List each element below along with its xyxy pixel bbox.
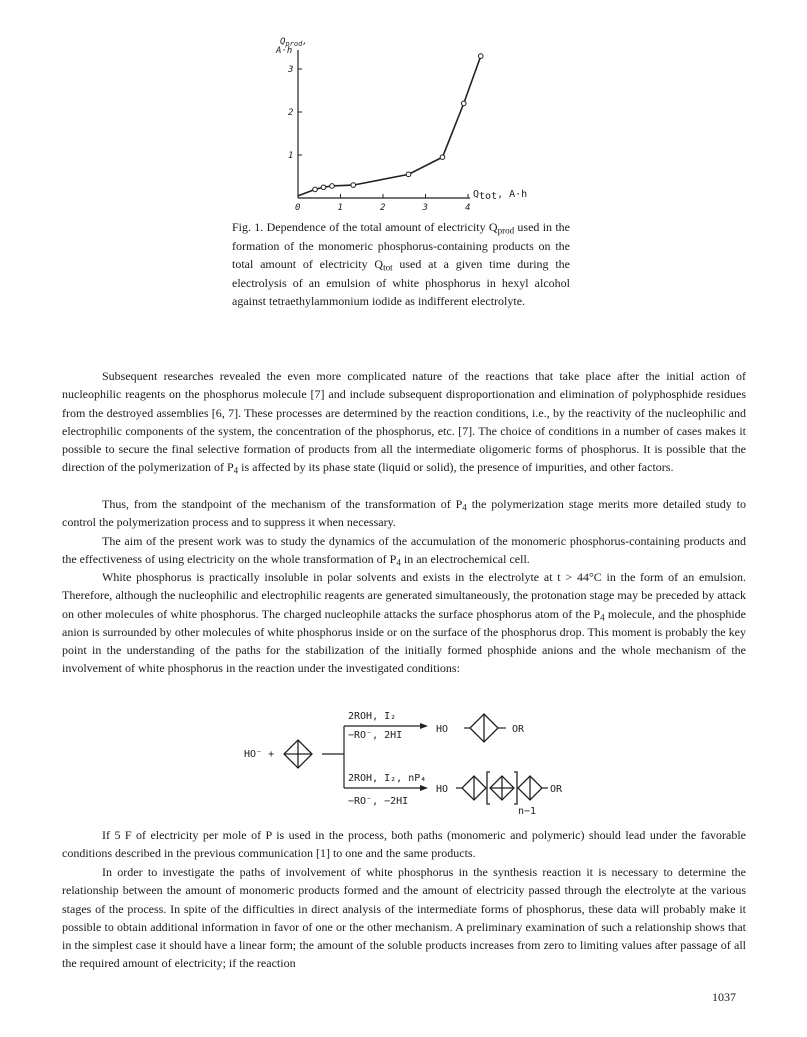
- y-tick-label: 1: [288, 151, 294, 161]
- paragraph-6: In order to investigate the paths of involvement of white phosphorus in the synthesis reaction it is necessary to determine the relationship between the amount of monomeric products formed and the amount of electricity passed through the electrolyte at the various stages of the process. In spite of the difficulties in direct analysis of the intermediate forms of phosphorus, these data will probably make it possible to obtain additional information in favor of one or the other mechanism. A preliminary examination of such a relationship shows that in the simplest case it should have a linear form; the amount of the soluble products increases from zero to limiting values after passage of all the required amount of electricity; if the reaction: [62, 865, 746, 971]
- lower-product-polymer-icon: [456, 772, 548, 804]
- caption-text-1: Dependence of the total amount of electricity Q: [266, 220, 498, 234]
- x-tick-label: 0: [295, 203, 301, 213]
- upper-byproducts: −RO⁻, 2HI: [348, 730, 403, 741]
- x-tick-label: 2: [380, 203, 386, 213]
- paragraph-2: Thus, from the standpoint of the mechanism of the transformation of $P_4$ the polymerization stage merits more detailed study to control the polymerization process and to suppress it when necessary.: [62, 497, 746, 530]
- scheme-reactant: HO⁻ +: [244, 749, 275, 760]
- data-point: [351, 183, 356, 188]
- paragraph-1: Subsequent researches revealed the even more complicated nature of the reactions that take place after the initial action of nucleophilic reagents on the phosphorus molecule [7] and include subsequent disproportionation and elimination of polyphosphide residues from the destroyed assemblies [6, 7]. These processes are determined by the reaction conditions, i.e., by the reactivity of the nucleophilic and electrophilic components of the system, the concentration of the phosphorus, etc. [7]. The choice of conditions in a number of cases makes it possible to secure the final selective formation of products from all the intermediate oligomeric forms of phosphorus. It is possible that the direction of the polymerization of $P_4$ is affected by its phase state (liquid or solid), the presence of impurities, and other factors.: [62, 369, 746, 476]
- page-number: 1037: [712, 990, 736, 1004]
- lower-product-or: OR: [550, 784, 563, 795]
- lower-byproducts: −RO⁻, −2HI: [348, 796, 409, 807]
- caption-text-3: used at a given time during the electrolysis of an emulsion of white phosphorus in hexyl alcohol against tetraethylammonium iodide as indifferent electrolyte.: [232, 257, 570, 308]
- upper-reagents: 2ROH, I₂: [348, 711, 397, 722]
- p4-molecule-icon: [284, 740, 312, 768]
- data-point: [440, 155, 445, 160]
- data-point: [321, 185, 326, 190]
- data-point: [313, 187, 318, 192]
- y-tick-label: 3: [288, 65, 294, 75]
- paragraph-4: White phosphorus is practically insoluble in polar solvents and exists in the electrolyte at t > 44°C in the form of an emulsion. Therefore, although the nucleophilic and electrophilic reagents are generated simultaneously, the protonation stage may be preceded by attack on other molecules of white phosphorus. The charged nucleophile attacks the surface phosphorus atom of the $P_4$ molecule, and the phosphide anion is surrounded by other molecules of white phosphorus inside or on the surface of the phosphorus drop. This moment is probably the key point in the understanding of the paths for the stabilization of the initially formed phosphide anions and the whole mechanism of the involvement of white phosphorus in the reaction under the investigated conditions:: [62, 570, 746, 676]
- paragraph-3: The aim of the present work was to study the dynamics of the accumulation of the monomeric phosphorus-containing products and the effectiveness of using electricity on the whole transformation of $P_4$ in an electrochemical cell.: [62, 534, 746, 568]
- data-curve: [298, 56, 481, 196]
- lower-product-ho: HO: [436, 784, 449, 795]
- data-point: [478, 54, 483, 59]
- lower-subscript-n-1: n−1: [518, 806, 537, 817]
- upper-product-ring-icon: [464, 714, 506, 742]
- lower-reagents: 2ROH, I₂, nP₄: [348, 773, 427, 784]
- data-point: [406, 172, 411, 177]
- upper-product-ho: HO: [436, 724, 449, 735]
- data-point: [330, 184, 335, 189]
- data-point: [461, 101, 466, 106]
- figure-1-chart: [230, 20, 590, 220]
- y-axis-unit: A·h: [276, 46, 293, 56]
- caption-sub-prod: prod: [497, 225, 515, 236]
- x-tick-label: 4: [465, 203, 471, 213]
- caption-sub-tot: tot: [383, 262, 393, 273]
- y-tick-label: 2: [288, 108, 294, 118]
- x-tick-label: 1: [337, 203, 343, 213]
- x-tick-label: 3: [422, 203, 428, 213]
- figure-caption: [232, 218, 570, 311]
- reaction-scheme: [230, 706, 590, 821]
- upper-product-or: OR: [512, 724, 525, 735]
- paragraph-5: If 5 F of electricity per mole of P is used in the process, both paths (monomeric and polymeric) should lead under the favorable conditions described in the previous communication [1] to one and the same products.: [62, 828, 746, 861]
- x-axis-label: Qtot, A·h: [473, 189, 528, 202]
- caption-text-2: used in the formation of the monomeric phosphorus-containing products on the total amount of electricity Q: [232, 220, 570, 271]
- y-axis-label: $Q_{prod}$,: [280, 37, 308, 48]
- caption-label: Fig. 1.: [232, 220, 264, 234]
